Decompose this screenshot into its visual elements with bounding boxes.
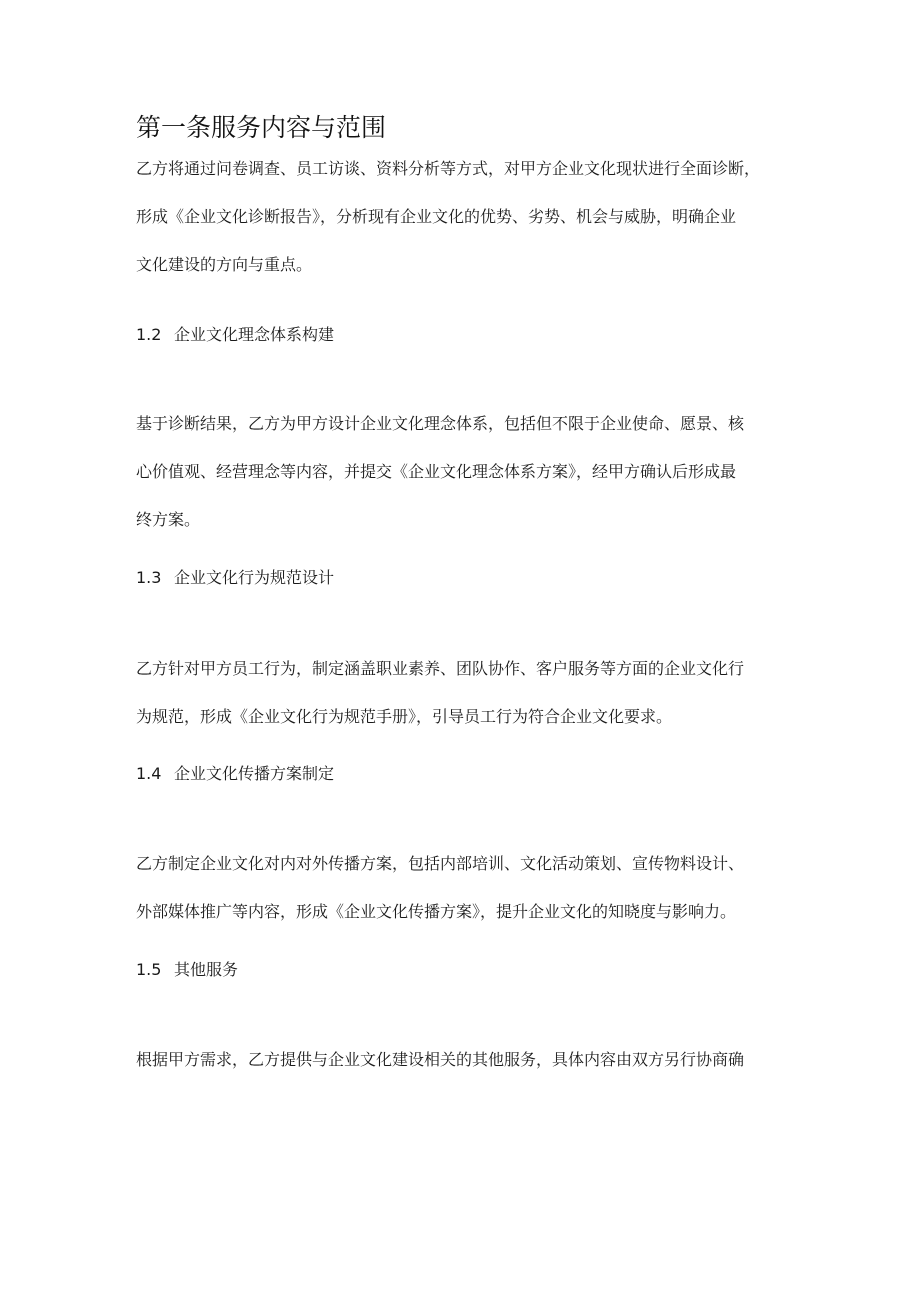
paragraph-line: 外部媒体推广等内容，形成《企业文化传播方案》，提升企业文化的知晓度与影响力。	[136, 902, 737, 921]
paragraph-line: 终方案。	[136, 510, 201, 529]
section-heading-1-5	[136, 955, 238, 985]
section-heading-1-4	[136, 759, 334, 789]
intro-paragraph	[136, 145, 784, 289]
page-title: 第一条服务内容与范围	[136, 113, 387, 142]
paragraph-line: 为规范，形成《企业文化行为规范手册》，引导员工行为符合企业文化要求。	[136, 707, 673, 726]
section-paragraph-1-4	[136, 840, 784, 936]
section-title: 企业文化行为规范设计	[174, 568, 335, 587]
paragraph-line: 乙方针对甲方员工行为，制定涵盖职业素养、团队协作、客户服务等方面的企业文化行	[136, 659, 745, 678]
paragraph-line: 心价值观、经营理念等内容，并提交《企业文化理念体系方案》，经甲方确认后形成最	[136, 462, 737, 481]
paragraph-line: 乙方将通过问卷调查、员工访谈、资料分析等方式，对甲方企业文化现状进行全面诊断，	[136, 159, 761, 178]
paragraph-line: 形成《企业文化诊断报告》，分析现有企业文化的优势、劣势、机会与威胁，明确企业	[136, 207, 737, 226]
section-heading-1-2	[136, 320, 334, 350]
paragraph-line: 根据甲方需求，乙方提供与企业文化建设相关的其他服务，具体内容由双方另行协商确	[136, 1050, 745, 1069]
section-title: 其他服务	[174, 960, 239, 979]
section-title: 企业文化传播方案制定	[174, 764, 335, 783]
section-number: 1.2	[136, 325, 162, 344]
section-title: 企业文化理念体系构建	[174, 325, 335, 344]
paragraph-line: 乙方制定企业文化对内对外传播方案，包括内部培训、文化活动策划、宣传物料设计、	[136, 854, 745, 873]
section-number: 1.5	[136, 960, 162, 979]
section-paragraph-1-3	[136, 645, 784, 741]
section-paragraph-1-2	[136, 400, 784, 544]
paragraph-line: 文化建设的方向与重点。	[136, 255, 313, 274]
paragraph-line: 基于诊断结果，乙方为甲方设计企业文化理念体系，包括但不限于企业使命、愿景、核	[136, 414, 745, 433]
section-number: 1.3	[136, 568, 162, 587]
section-number: 1.4	[136, 764, 162, 783]
section-paragraph-1-5	[136, 1036, 784, 1084]
section-heading-1-3	[136, 563, 334, 593]
